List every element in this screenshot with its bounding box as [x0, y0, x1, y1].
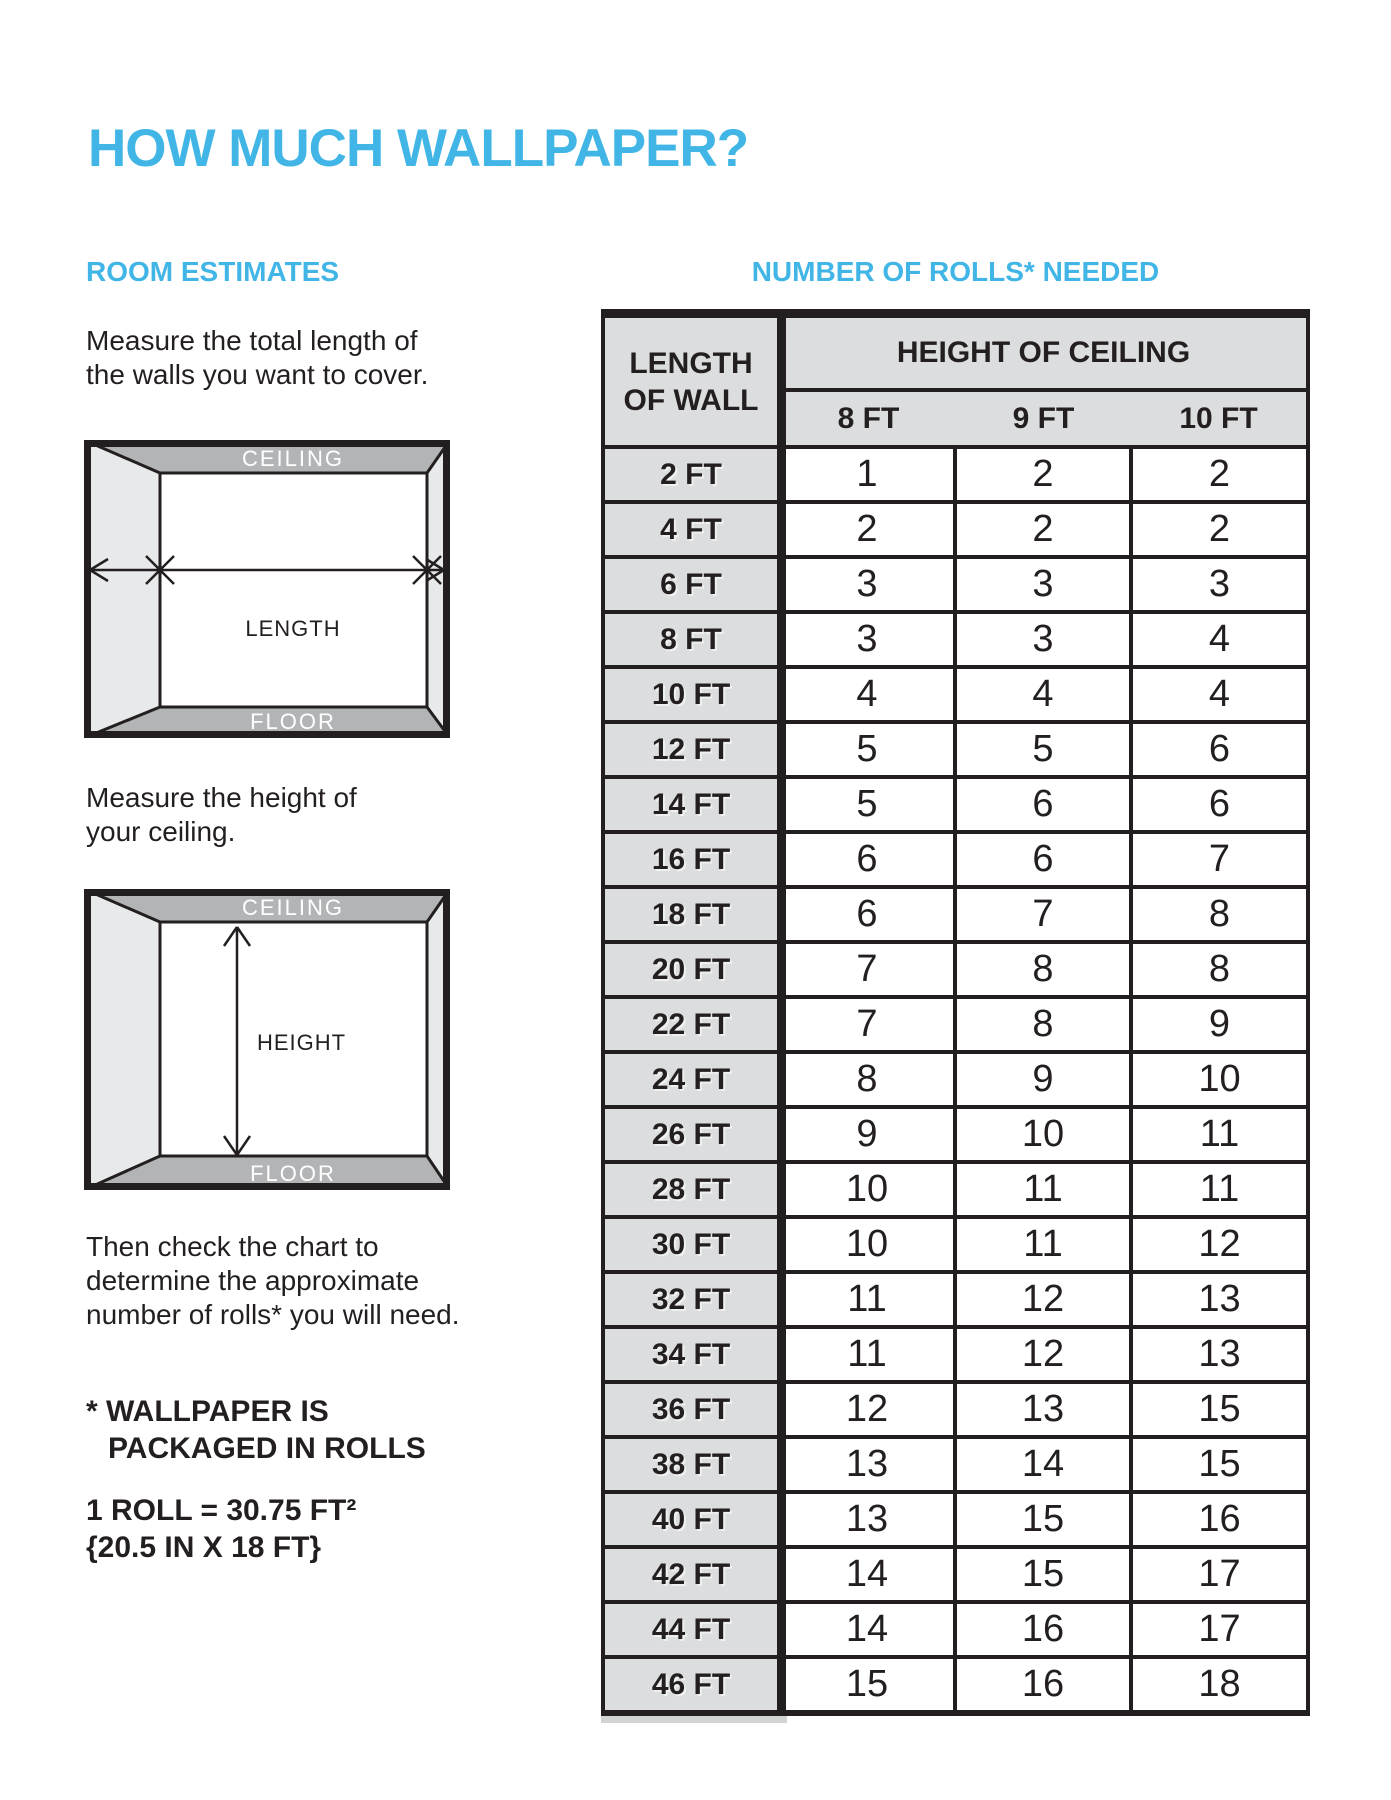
- table-cell-10ft: 11: [1133, 1164, 1306, 1215]
- table-cell-10ft: 11: [1133, 1109, 1306, 1160]
- table-cell-10ft: 7: [1133, 834, 1306, 885]
- table-cell-8ft: 5: [781, 724, 953, 775]
- table-cell-9ft: 2: [957, 449, 1129, 500]
- table-cell-8ft: 11: [781, 1274, 953, 1325]
- table-cell-9ft: 9: [957, 1054, 1129, 1105]
- table-bottom-shadow: [601, 1716, 787, 1723]
- length-of-wall-line1: LENGTH: [629, 346, 753, 380]
- table-cell-10ft: 8: [1133, 889, 1306, 940]
- table-cell-8ft: 13: [781, 1439, 953, 1490]
- table-row-length: 12 FT: [605, 724, 777, 775]
- table-row-length: 40 FT: [605, 1494, 777, 1545]
- table-cell-10ft: 6: [1133, 779, 1306, 830]
- table-cell-10ft: 12: [1133, 1219, 1306, 1270]
- table-body: [601, 309, 1310, 1716]
- table-row-length: 14 FT: [605, 779, 777, 830]
- table-row-length: 26 FT: [605, 1109, 777, 1160]
- table-cell-8ft: 7: [781, 944, 953, 995]
- table-cell-9ft: 2: [957, 504, 1129, 555]
- table-cell-10ft: 2: [1133, 504, 1306, 555]
- table-cell-8ft: 1: [781, 449, 953, 500]
- table-cell-10ft: 17: [1133, 1549, 1306, 1600]
- table-cell-8ft: 5: [781, 779, 953, 830]
- height-label: HEIGHT: [257, 1030, 347, 1055]
- table-row-length: 2 FT: [605, 449, 777, 500]
- table-row-length: 4 FT: [605, 504, 777, 555]
- table-cell-8ft: 3: [781, 614, 953, 665]
- step1-line2: the walls you want to cover.: [86, 359, 429, 390]
- table-cell-8ft: 4: [781, 669, 953, 720]
- roll-size-line2: {20.5 IN X 18 FT}: [86, 1531, 322, 1564]
- table-row-length: 32 FT: [605, 1274, 777, 1325]
- table-cell-10ft: 10: [1133, 1054, 1306, 1105]
- table-cell-9ft: 3: [957, 614, 1129, 665]
- table-cell-8ft: 11: [781, 1329, 953, 1380]
- room-estimates-heading: ROOM ESTIMATES: [86, 256, 340, 287]
- left-wall: [84, 889, 160, 1190]
- step2-line2: your ceiling.: [86, 816, 236, 847]
- column-group-header-height-of-ceiling: HEIGHT OF CEILING: [781, 318, 1306, 388]
- length-of-wall-line2: OF WALL: [623, 383, 759, 417]
- table-cell-8ft: 8: [781, 1054, 953, 1105]
- table-cell-9ft: 15: [957, 1549, 1129, 1600]
- table-cell-9ft: 6: [957, 779, 1129, 830]
- table-cell-10ft: 9: [1133, 999, 1306, 1050]
- height-room-diagram-svg: [84, 889, 450, 1190]
- length-room-diagram-svg: [84, 440, 450, 738]
- table-cell-9ft: 11: [957, 1164, 1129, 1215]
- roll-size-line1: 1 ROLL = 30.75 FT²: [86, 1494, 357, 1527]
- table-cell-9ft: 4: [957, 669, 1129, 720]
- table-cell-8ft: 13: [781, 1494, 953, 1545]
- page-title: HOW MUCH WALLPAPER?: [88, 118, 749, 178]
- rolls-table-heading: NUMBER OF ROLLS* NEEDED: [751, 256, 1160, 287]
- table-cell-8ft: 12: [781, 1384, 953, 1435]
- column-header-9ft: 9 FT: [1012, 401, 1075, 435]
- table-row-length: 18 FT: [605, 889, 777, 940]
- table-row-length: 20 FT: [605, 944, 777, 995]
- table-cell-9ft: 13: [957, 1384, 1129, 1435]
- table-row-length: 6 FT: [605, 559, 777, 610]
- table-row-length: 44 FT: [605, 1604, 777, 1655]
- table-row-length: 42 FT: [605, 1549, 777, 1600]
- table-cell-9ft: 12: [957, 1274, 1129, 1325]
- table-cell-8ft: 15: [781, 1659, 953, 1710]
- table-row-length: 16 FT: [605, 834, 777, 885]
- table-cell-10ft: 8: [1133, 944, 1306, 995]
- step2-instruction: [86, 781, 357, 849]
- rolls-table: [601, 309, 1310, 1716]
- table-cell-9ft: 3: [957, 559, 1129, 610]
- step3-instruction: [86, 1230, 460, 1332]
- table-cell-10ft: 4: [1133, 669, 1306, 720]
- table-cell-9ft: 7: [957, 889, 1129, 940]
- floor-label: FLOOR: [250, 1161, 336, 1186]
- table-row-length: 34 FT: [605, 1329, 777, 1380]
- table-row-length: 22 FT: [605, 999, 777, 1050]
- rolls-footnote: [86, 1393, 426, 1467]
- height-room-diagram: [84, 889, 450, 1195]
- table-row-length: 30 FT: [605, 1219, 777, 1270]
- ceiling-height-subheaders: [781, 392, 1306, 445]
- step1-line1: Measure the total length of: [86, 325, 418, 356]
- table-cell-9ft: 10: [957, 1109, 1129, 1160]
- table-row-length: 10 FT: [605, 669, 777, 720]
- table-cell-9ft: 12: [957, 1329, 1129, 1380]
- table-cell-10ft: 17: [1133, 1604, 1306, 1655]
- step3-line3: number of rolls* you will need.: [86, 1299, 460, 1330]
- table-cell-9ft: 8: [957, 944, 1129, 995]
- table-cell-9ft: 16: [957, 1659, 1129, 1710]
- table-cell-8ft: 7: [781, 999, 953, 1050]
- table-row-length: 38 FT: [605, 1439, 777, 1490]
- table-cell-8ft: 2: [781, 504, 953, 555]
- table-cell-9ft: 16: [957, 1604, 1129, 1655]
- table-cell-9ft: 5: [957, 724, 1129, 775]
- table-cell-8ft: 3: [781, 559, 953, 610]
- table-cell-10ft: 16: [1133, 1494, 1306, 1545]
- table-cell-8ft: 10: [781, 1164, 953, 1215]
- ceiling-label: CEILING: [241, 446, 345, 471]
- length-room-diagram: [84, 440, 450, 743]
- table-row-length: 46 FT: [605, 1659, 777, 1710]
- table-cell-10ft: 15: [1133, 1384, 1306, 1435]
- table-cell-9ft: 6: [957, 834, 1129, 885]
- table-cell-10ft: 18: [1133, 1659, 1306, 1710]
- table-cell-10ft: 4: [1133, 614, 1306, 665]
- step3-line2: determine the approximate: [86, 1265, 420, 1296]
- table-row-length: 36 FT: [605, 1384, 777, 1435]
- table-cell-8ft: 14: [781, 1549, 953, 1600]
- table-cell-8ft: 6: [781, 889, 953, 940]
- table-cell-10ft: 6: [1133, 724, 1306, 775]
- footnote-line2: PACKAGED IN ROLLS: [108, 1432, 426, 1465]
- table-cell-8ft: 14: [781, 1604, 953, 1655]
- table-cell-9ft: 8: [957, 999, 1129, 1050]
- table-row-length: 8 FT: [605, 614, 777, 665]
- column-header-8ft: 8 FT: [837, 401, 900, 435]
- length-label: LENGTH: [245, 616, 341, 641]
- table-row-length: 24 FT: [605, 1054, 777, 1105]
- table-cell-9ft: 15: [957, 1494, 1129, 1545]
- footnote-line1: * WALLPAPER IS: [86, 1395, 329, 1428]
- floor-label: FLOOR: [250, 709, 336, 734]
- table-cell-10ft: 3: [1133, 559, 1306, 610]
- table-cell-10ft: 13: [1133, 1329, 1306, 1380]
- back-wall: [160, 473, 427, 707]
- step3-line1: Then check the chart to: [86, 1231, 379, 1262]
- table-row-length: 28 FT: [605, 1164, 777, 1215]
- column-header-10ft: 10 FT: [1179, 401, 1258, 435]
- table-cell-8ft: 9: [781, 1109, 953, 1160]
- ceiling-label: CEILING: [241, 895, 345, 920]
- step2-line1: Measure the height of: [86, 782, 357, 813]
- table-cell-10ft: 2: [1133, 449, 1306, 500]
- table-cell-10ft: 15: [1133, 1439, 1306, 1490]
- table-cell-8ft: 6: [781, 834, 953, 885]
- table-cell-9ft: 14: [957, 1439, 1129, 1490]
- step1-instruction: [86, 324, 428, 392]
- table-cell-10ft: 13: [1133, 1274, 1306, 1325]
- column-header-length-of-wall: [605, 318, 777, 445]
- table-cell-9ft: 11: [957, 1219, 1129, 1270]
- table-thick-divider: [777, 309, 786, 1716]
- left-wall: [84, 440, 160, 738]
- roll-size-info: [86, 1492, 356, 1566]
- table-cell-8ft: 10: [781, 1219, 953, 1270]
